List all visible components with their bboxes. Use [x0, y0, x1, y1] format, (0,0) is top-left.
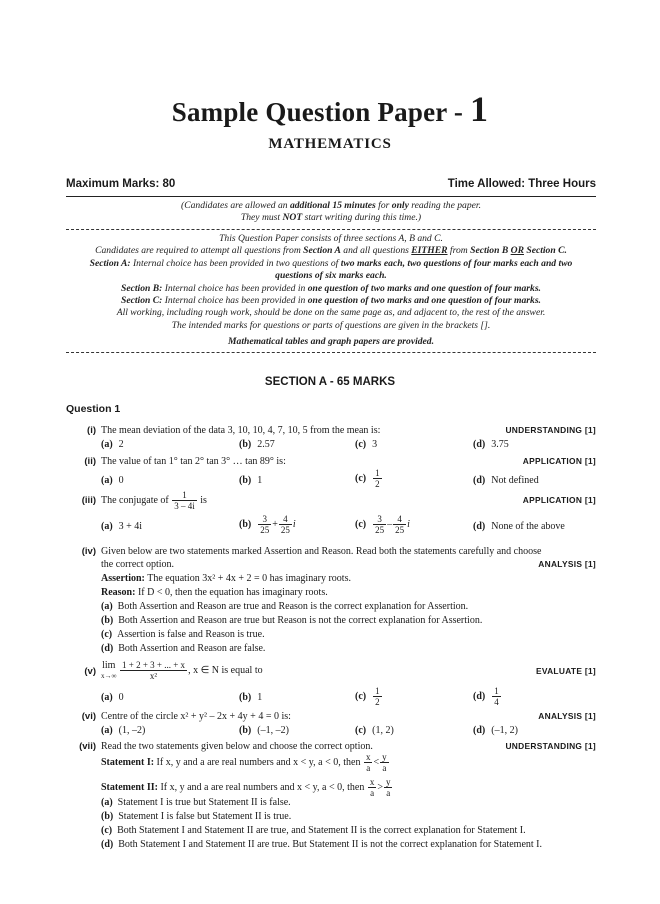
question-paper-page: Sample Question Paper - 1 MATHEMATICS Maximum Marks: 80 Time Allowed: Three Hours (Candidates are allowed an additional 15 minutes for only reading the paper. They must NOT start writing during this time.) This Question Paper consists of three sections A, B and C. Candidates are required to attempt all questions from Section A and all questions EITHER from Section B OR Section C. Section A: Internal choice has been provided in two questions of two marks each, two questions of four marks each and two questions of six marks each. Section B: Internal choice has been provided in one question of two marks and one question of four marks. Section C: Internal choice has been provided in one question of two marks and one question of four marks. All working, including rough work, should be done on the same page as, and adjacent to, the rest of the answer. The intended marks for questions or parts of questions are given in the brackets []. Mathematical tables and graph papers are provided. SECTION A - 65 MARKS Question 1 (i) The mean deviation of the data 3, 10, 10, 4, 7, 10, 5 from the mean is: UNDERSTANDING [1] (a) 2 (b) 2.57 (c) 3 (d) 3.75 (ii) The value of tan 1° tan 2° tan 3° … tan 89° is: APPLICATION [1] (a) 0 (b) 1 (c) $\frac{1}{2}$ (d) Not defined (iii) The conjugate of $\frac{1}{3 - 4i}$ is APPLICATION [1] (a) 3 + 4i (b) $\frac{3}{25}$ + $\frac{4}{25}$ i (c) $\frac{3}{25}$ – $\frac{4}{25}$ i (d) None of the above (iv) Given below are two statements marked Assertion and Reason. Read both the statements carefully and choose the correct option. ANALYSIS [1] Assertion: The equation 3x² + 4x + 2 = 0 has imaginary roots. Reason: If D < 0, then the equation has imaginary roots. (a) Both Assertion and Reason are true and Reason is the correct explanation for Assertion. (b) Both Assertion and Reason are true but Reason is not the correct explanation for Assertion. (c) Assertion is false and Reason is true. (d) Both Assertion and Reason are false. (v) lim x→∞ $\frac{1 + 2 + 3 + ... + x}{\text{x²}}$ , x ∈ N is equal to EVALUATE [1] (a) 0 (b) 1 (c) $\frac{1}{2}$ (d) $\frac{1}{4}$ (vi) Centre of the circle x² + y² – 2x + 4y + 4 = 0 is: ANALYSIS [1] (a) (1, –2) (b) (–1, –2) (c) (1, 2) (d) (–1, 2) (vii) Read the two statements given below and choose the correct option. UNDERSTANDING [1] Statement I: If x, y and a are real numbers and x < y, a < 0, then $\frac{x}{a}$ < $\frac{y}{a}$ Statement II: If x, y and a are real numbers and x < y, a < 0, then $\frac{x}{a}$ > $\frac{y}{a}$ (a) Statement I is true but Statement II is false. (b) Statement I is false but Statement II is true. (c) Both Statement I and Statement II are true, and Statement II is the correct explanation for Statement I. (d) Both Statement I and Statement II are true. But Statement II is not the correct explanation for Statement I.: [0, 0, 660, 904]
paper-number: 1: [470, 89, 489, 129]
section-heading: SECTION A - 65 MARKS: [264, 376, 396, 388]
paper-meta: [66, 178, 596, 190]
subject-title: MATHEMATICS: [268, 136, 392, 152]
paper-title: Sample Question Paper - 1: [171, 89, 489, 129]
question-heading: Question 1: [66, 403, 121, 415]
max-marks: Maximum Marks: 80: [66, 178, 176, 190]
reading-time-note: (Candidates are allowed an additional 15 minutes for only reading the paper. They must NOT start writing during this time.): [181, 200, 481, 224]
time-allowed: Time Allowed: Three Hours: [447, 178, 596, 190]
instructions-block: This Question Paper consists of three sections A, B and C. Candidates are required to attempt all questions from Section A and all questions EITHER from Section B OR Section C. Section A: Internal choice has been provided in two questions of two marks each, two questions of four marks each and two questions of six marks each. Section B: Internal choice has been provided in one question of two marks and one question of four marks. Section C: Internal choice has been provided in one question of two marks and one question of four marks. All working, including rough work, should be done on the same page as, and adjacent to, the rest of the answer. The intended marks for questions or parts of questions are given in the brackets []. Mathematical tables and graph papers are provided.: [89, 233, 573, 348]
divider: [66, 229, 596, 230]
divider: [66, 196, 596, 197]
divider: [66, 352, 596, 353]
